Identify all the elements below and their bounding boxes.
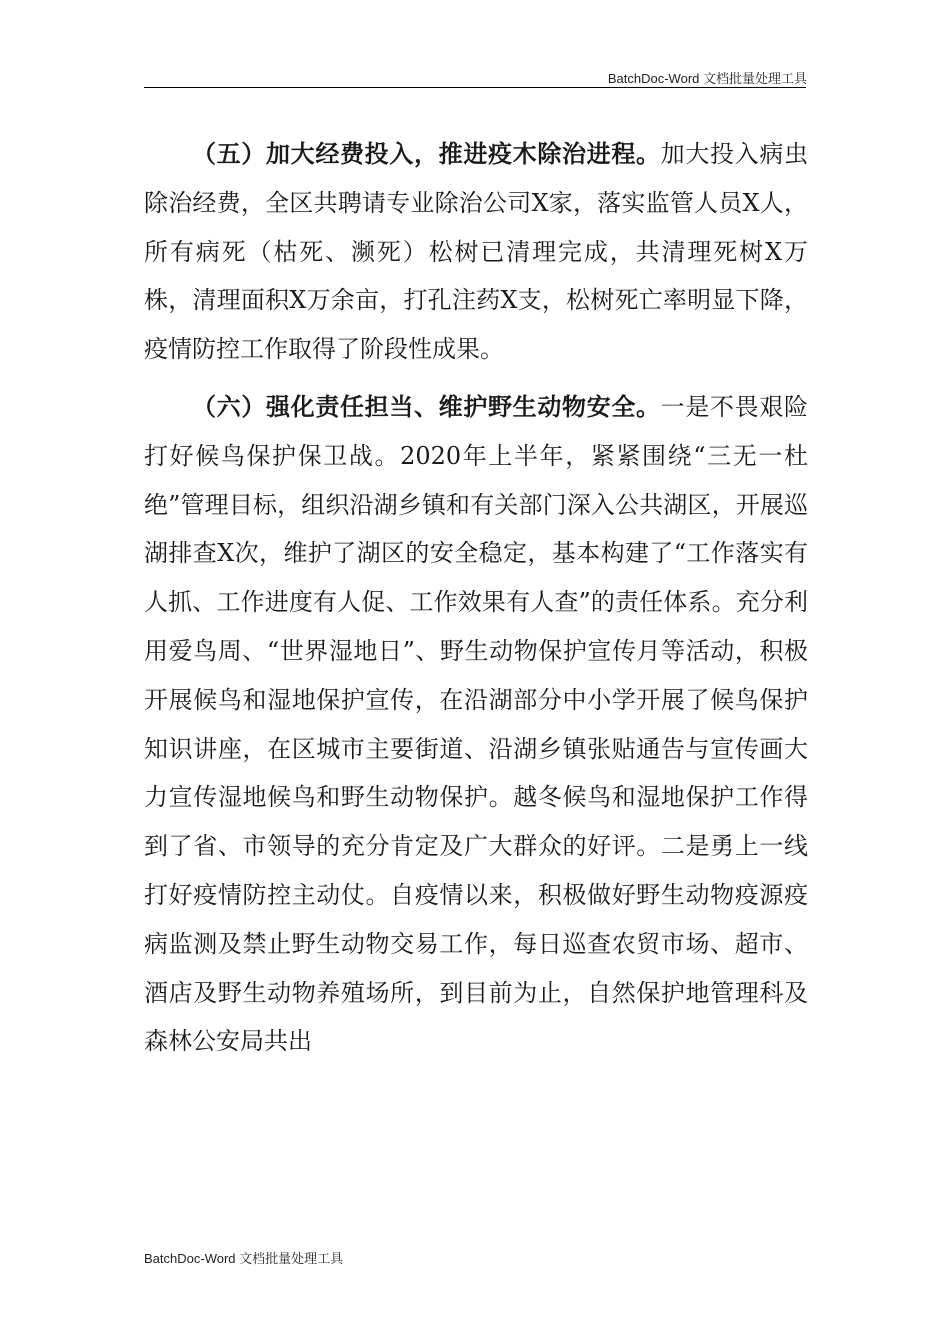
paragraph-5-heading: （五）加大经费投入，推进疫木除治进程。: [192, 139, 661, 168]
paragraph-6-text: 一是不畏艰险打好候鸟保护保卫战。2020年上半年，紧紧围绕“三无一杜绝”管理目标，组织沿湖乡镇和有关部门深入公共湖区，开展巡湖排查X次，维护了湖区的安全稳定，基本构建了“工作落实有人抓、工作进度有人促、工作效果有人查”的责任体系。充分利用爱鸟周、“世界湿地日”、野生动物保护宣传月等活动，积极开展候鸟和湿地保护宣传，在沿湖部分中小学开展了候鸟保护知识讲座，在区城市主要街道、沿湖乡镇张贴通告与宣传画大力宣传湿地候鸟和野生动物保护。越冬候鸟和湿地保护工作得到了省、市领导的充分肯定及广大群众的好评。二是勇上一线打好疫情防控主动仗。自疫情以来，积极做好野生动物疫源疫病监测及禁止野生动物交易工作，每日巡查农贸市场、超市、酒店及野生动物养殖场所，到目前为止，自然保护地管理科及森林公安局共出: [144, 392, 809, 1056]
paragraph-6: [144, 383, 808, 1066]
paragraph-5: [144, 130, 808, 374]
paragraph-5-text: 加大投入病虫除治经费，全区共聘请专业除治公司X家，落实监管人员X人，所有病死（枯死、濒死）松树已清理完成，共清理死树X万株，清理面积X万余亩，打孔注药X支，松树死亡率明显下降，疫情防控工作取得了阶段性成果。: [144, 140, 809, 364]
paragraph-6-heading: （六）强化责任担当、维护野生动物安全。: [192, 391, 661, 421]
document-body: [144, 130, 808, 1066]
page-header: BatchDoc-Word 文档批量处理工具: [607, 71, 807, 86]
page-footer: BatchDoc-Word 文档批量处理工具: [144, 1251, 344, 1266]
header-rule: [144, 87, 806, 88]
